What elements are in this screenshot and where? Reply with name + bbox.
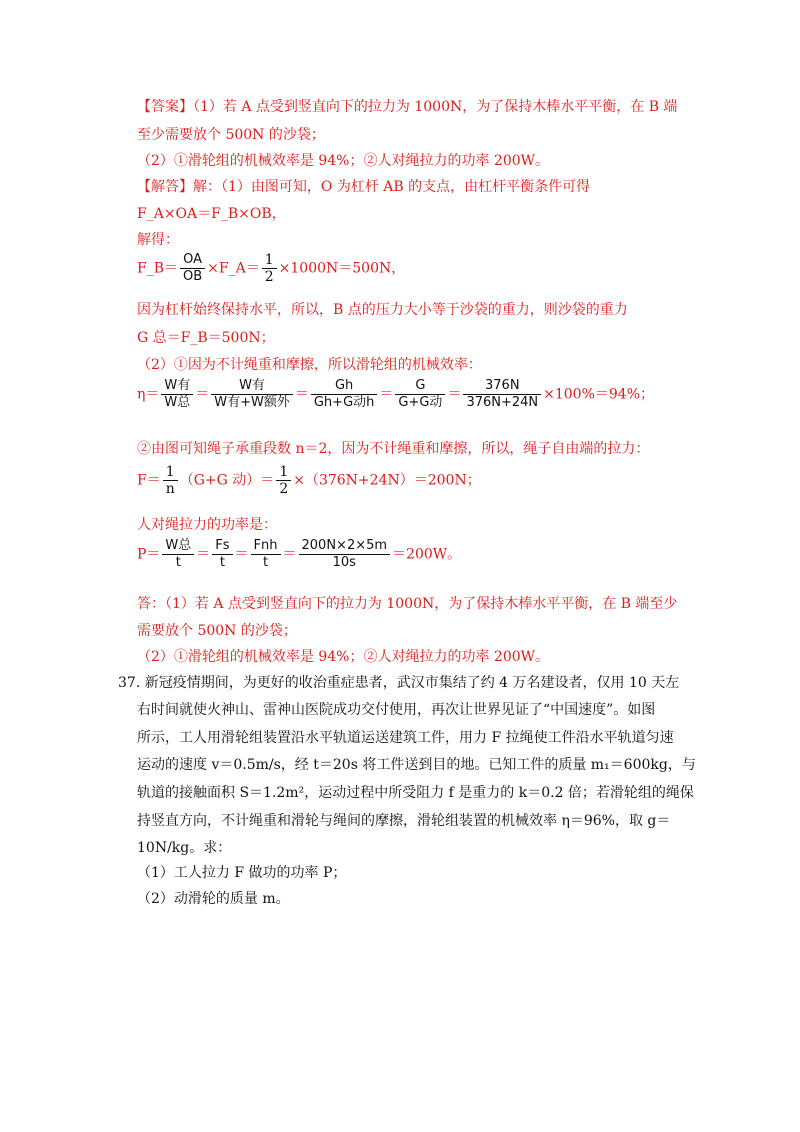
question-37-line-2: 右时间就使火神山、雷神山医院成功交付使用，再次让世界见证了“中国速度”。如图 [137, 702, 656, 718]
fraction-denominator: t [219, 555, 225, 570]
f-lhs: F＝ [137, 472, 161, 489]
power-label: 人对绳拉力的功率是： [137, 517, 277, 533]
f-mid: （G+G 动）＝ [179, 472, 275, 489]
solution-intro [137, 178, 590, 196]
fraction-denominator: W总 [164, 395, 191, 410]
eta-fraction-2 [211, 378, 293, 411]
conclusion-line-1: 答：（1）若 A 点受到竖直向下的拉力为 1000N，为了保持木棒水平平衡，在 B 端至少 [137, 596, 678, 612]
solution-intro-text: 解：（1）由图可知，O 为杠杆 AB 的支点，由杠杆平衡条件可得 [193, 179, 591, 195]
eta-fraction-4 [395, 378, 445, 411]
eta-rhs: ×100%＝94%； [543, 386, 655, 403]
question-37-line-5: 轨道的接触面积 S＝1.2m²，运动过程中所受阻力 f 是重力的 k＝0.2 倍；若滑轮组的绳保 [137, 785, 694, 801]
question-37-line-6: 持竖直方向，不计绳重和滑轮与绳间的摩擦，滑轮组装置的机械效率 η＝96%，取 g＝ [137, 813, 671, 829]
p-fraction-2 [212, 538, 232, 571]
fraction-denominator: t [175, 555, 181, 570]
p-lhs: P＝ [137, 546, 161, 563]
question-37-line-7: 10N/kg。求： [137, 840, 232, 856]
eq-sign: ＝ [234, 546, 249, 563]
f-fraction-1n [163, 464, 178, 497]
answer-text-1: （1）若 A 点受到竖直向下的拉力为 1000N，为了保持木棒水平平衡，在 B 端 [193, 99, 678, 115]
question-37-line-3: 所示，工人用滑轮组装置沿水平轨道运送建筑工件，用力 F 拉绳使工件沿水平轨道匀速 [137, 730, 674, 746]
fraction-numerator: G [395, 378, 445, 395]
eta-lhs: η＝ [137, 386, 160, 403]
fb-lhs: F_B＝ [137, 260, 179, 277]
rope-segments-text: ②由图可知绳子承重段数 n＝2，因为不计绳重和摩擦，所以，绳子自由端的拉力： [137, 441, 650, 457]
question-37-sub-2: （2）动滑轮的质量 m。 [137, 891, 290, 907]
force-formula [137, 464, 481, 497]
fraction-denominator: 376N+24N [466, 395, 539, 410]
conclusion-line-2: 需要放个 500N 的沙袋； [137, 623, 297, 639]
eta-fraction-5 [463, 378, 541, 411]
p-fraction-1 [162, 538, 194, 571]
eta-fraction-3 [311, 378, 378, 411]
eq-sign: ＝ [379, 386, 394, 403]
eta-fraction-1 [161, 378, 193, 411]
fraction-denominator: Gh+G动h [313, 395, 375, 410]
fraction-denominator: 2 [279, 481, 289, 497]
answer-tag: 【答案】 [137, 99, 193, 115]
f-fraction-half [276, 464, 291, 497]
eq-sign: ＝ [282, 546, 297, 563]
fraction-denominator: t [262, 555, 269, 570]
question-37-sub-1: （1）工人拉力 F 做功的功率 P； [137, 865, 347, 881]
fraction-numerator: 1 [262, 252, 277, 269]
answer-line-3: （2）①滑轮组的机械效率是 94%；②人对绳拉力的功率 200W。 [137, 153, 550, 169]
sand-weight: G 总＝F_B＝500N； [137, 330, 275, 346]
efficiency-formula [137, 378, 654, 411]
fraction-denominator: W有+W额外 [214, 395, 290, 410]
question-number: 37. [118, 675, 141, 691]
fb-formula [137, 252, 405, 285]
fraction-numerator: 1 [276, 464, 291, 481]
fraction-numerator: 200N×2×5m [299, 538, 391, 555]
question-37-line-1 [118, 674, 679, 692]
answer-line-2: 至少需要放个 500N 的沙袋； [137, 127, 325, 143]
fraction-numerator: Fs [212, 538, 232, 555]
p-rhs: ＝200W。 [392, 546, 462, 563]
fraction-numerator: W有 [161, 378, 193, 395]
eq-sign: ＝ [195, 386, 210, 403]
p-fraction-3 [251, 538, 281, 571]
fb-fraction-oa-ob [180, 252, 205, 285]
f-rhs: ×（376N+24N）＝200N； [293, 472, 481, 489]
eq-sign: ＝ [447, 386, 462, 403]
balance-equation: F_A×OA＝F_B×OB， [137, 206, 286, 222]
answer-line-1 [137, 98, 677, 116]
question-text-1: 新冠疫情期间，为更好的收治重症患者，武汉市集结了约 4 万名建设者，仅用 10 天左 [144, 675, 680, 691]
fb-fraction-half [262, 252, 277, 285]
fb-mid: ×F_A＝ [207, 260, 260, 277]
power-formula [137, 538, 461, 571]
level-explanation: 因为杠杆始终保持水平，所以，B 点的压力大小等于沙袋的重力，则沙袋的重力 [137, 302, 628, 318]
question-37-line-4: 运动的速度 v＝0.5m/s，经 t＝20s 将工件送到目的地。已知工件的质量 m₁＝600kg，与 [137, 757, 696, 773]
eq-sign: ＝ [294, 386, 309, 403]
solution-tag: 【解答】 [137, 179, 193, 195]
fraction-denominator: G+G动 [398, 395, 443, 410]
solve-label: 解得： [137, 232, 179, 248]
fraction-denominator: 2 [264, 269, 274, 285]
fraction-numerator: Fnh [251, 538, 281, 555]
fraction-numerator: W总 [162, 538, 194, 555]
part2-intro: （2）①因为不计绳重和摩擦，所以滑轮组的机械效率： [137, 357, 482, 373]
fraction-numerator: W有 [211, 378, 293, 395]
fraction-numerator: 1 [163, 464, 178, 481]
fraction-denominator: 10s [332, 555, 356, 570]
p-fraction-4 [299, 538, 391, 571]
fraction-numerator: Gh [311, 378, 378, 395]
eq-sign: ＝ [196, 546, 211, 563]
fraction-denominator: OB [183, 269, 203, 284]
fraction-denominator: n [165, 481, 175, 497]
fraction-numerator: OA [180, 252, 205, 269]
fraction-numerator: 376N [463, 378, 541, 395]
fb-rhs: ×1000N＝500N， [278, 260, 406, 277]
conclusion-line-3: （2）①滑轮组的机械效率是 94%；②人对绳拉力的功率 200W。 [137, 649, 550, 665]
